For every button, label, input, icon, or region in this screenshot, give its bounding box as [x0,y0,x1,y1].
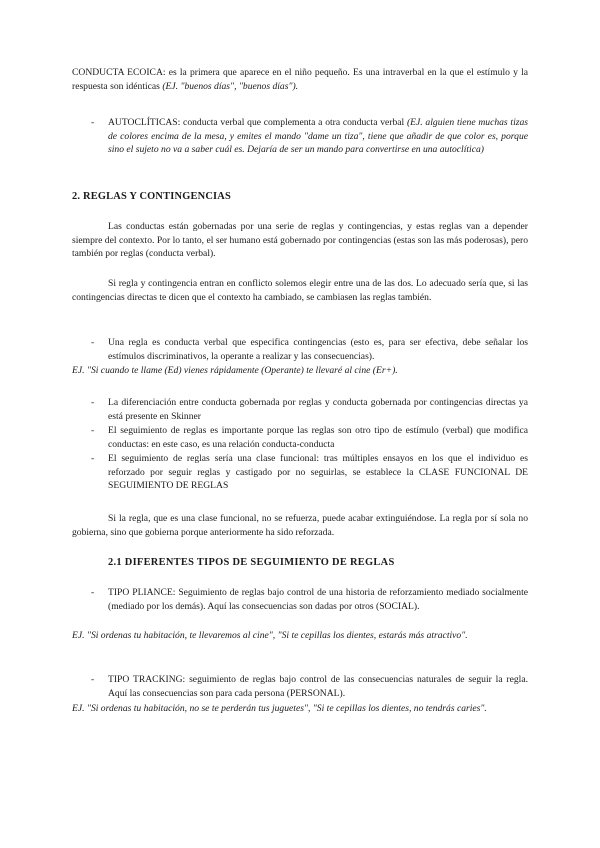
example-regla: EJ. "Si cuando te llame (Ed) vienes rápidamente (Operante) te llevaré al cine (Er+). [72,365,398,376]
ecoica-example: (EJ. "buenos días", "buenos días"). [162,80,299,92]
autocliticas-text: AUTOCLÍTICAS: conducta verbal que complementa a otra conducta verbal [108,117,407,128]
list-dash: - [91,425,95,436]
paragraph-regla-conflicto: Si regla y contingencia entran en conflicto solemos elegir entre una de las dos. Lo adecuado sería que, si las contingencias directas te dicen que el contexto ha cambiado, se cambiasen las reglas también. [72,278,528,303]
ecoica-text: CONDUCTA ECOICA: es la primera que aparece en el niño pequeño. Es una intraverbal en la que el estímulo y la respuesta son idénticas [72,67,528,92]
autocliticas-example: (EJ. alguien tiene muchas tizas de colores encima de la mesa, y emites el mando "dame un tiza", tiene que añadir de que color es, porque sino el sujeto no va a saber cuál es. Dejaría de ser un mando para convertirse en una autoclítica) [108,117,529,155]
example-pliance: EJ. "Si ordenas tu habitación, te llevaremos al cine", "Si te cepillas los dientes, estarás más atractivo". [72,630,468,641]
example-tracking: EJ. "Si ordenas tu habitación, no se te perderán tus juguetes", "Si te cepillas los dientes, no tendrás caries". [72,703,487,714]
bullet-regla-definicion: Una regla es conducta verbal que especifica contingencias (esto es, para ser efectiva, debe señalar los estímulos discriminativos, la operante a realizar y las consecuencias). [108,337,528,362]
list-dash: - [91,117,95,128]
bullet-diferenciacion-skinner: La diferenciación entre conducta gobernada por reglas y conducta gobernada por contingencias directas ya está presente en Skinner [108,397,528,422]
paragraph-conducta-ecoica [72,66,528,93]
bullet-clase-funcional: El seguimiento de reglas sería una clase funcional: tras múltiples ensayos en los que el individuo es reforzado por seguir reglas y castigado por no seguirlas, se establece la CLASE FUNCIONAL DE SEGUIMIENTO DE REGLAS [108,453,528,491]
list-dash: - [91,397,95,408]
list-dash: - [91,674,95,685]
list-dash: - [91,587,95,598]
paragraph-extincion-regla: Si la regla, que es una clase funcional, no se refuerza, puede acabar extinguiéndose. La regla por sí sola no gobierna, sino que gobierna porque anteriormente ha sido reforzada. [72,513,528,538]
subsection-heading-tipos-seguimiento: 2.1 DIFERENTES TIPOS DE SEGUIMIENTO DE REGLAS [108,557,395,568]
list-dash: - [91,453,95,464]
bullet-tipo-pliance: TIPO PLIANCE: Seguimiento de reglas bajo control de una historia de reforzamiento mediado socialmente (mediado por los demás). Aquí las consecuencias son dadas por otros (SOCIAL). [108,587,528,612]
section-heading-reglas-contingencias: 2. REGLAS Y CONTINGENCIAS [72,191,231,202]
paragraph-reglas-contexto: Las conductas están gobernadas por una serie de reglas y contingencias, y estas reglas van a depender siempre del contexto. Por lo tanto, el ser humano está gobernado por contingencias (estas son las más poderosas), pero también por reglas (conducta verbal). [72,221,528,259]
bullet-tipo-tracking: TIPO TRACKING: seguimiento de reglas bajo control de las consecuencias naturales de seguir la regla. Aquí las consecuencias son para cada persona (PERSONAL). [108,674,528,699]
list-dash: - [91,337,95,348]
bullet-seguimiento-importante: El seguimiento de reglas es importante porque las reglas son otro tipo de estímulo (verbal) que modifica conductas: en este caso, es una relación conducta-conducta [108,425,528,450]
bullet-autocliticas [108,116,528,157]
